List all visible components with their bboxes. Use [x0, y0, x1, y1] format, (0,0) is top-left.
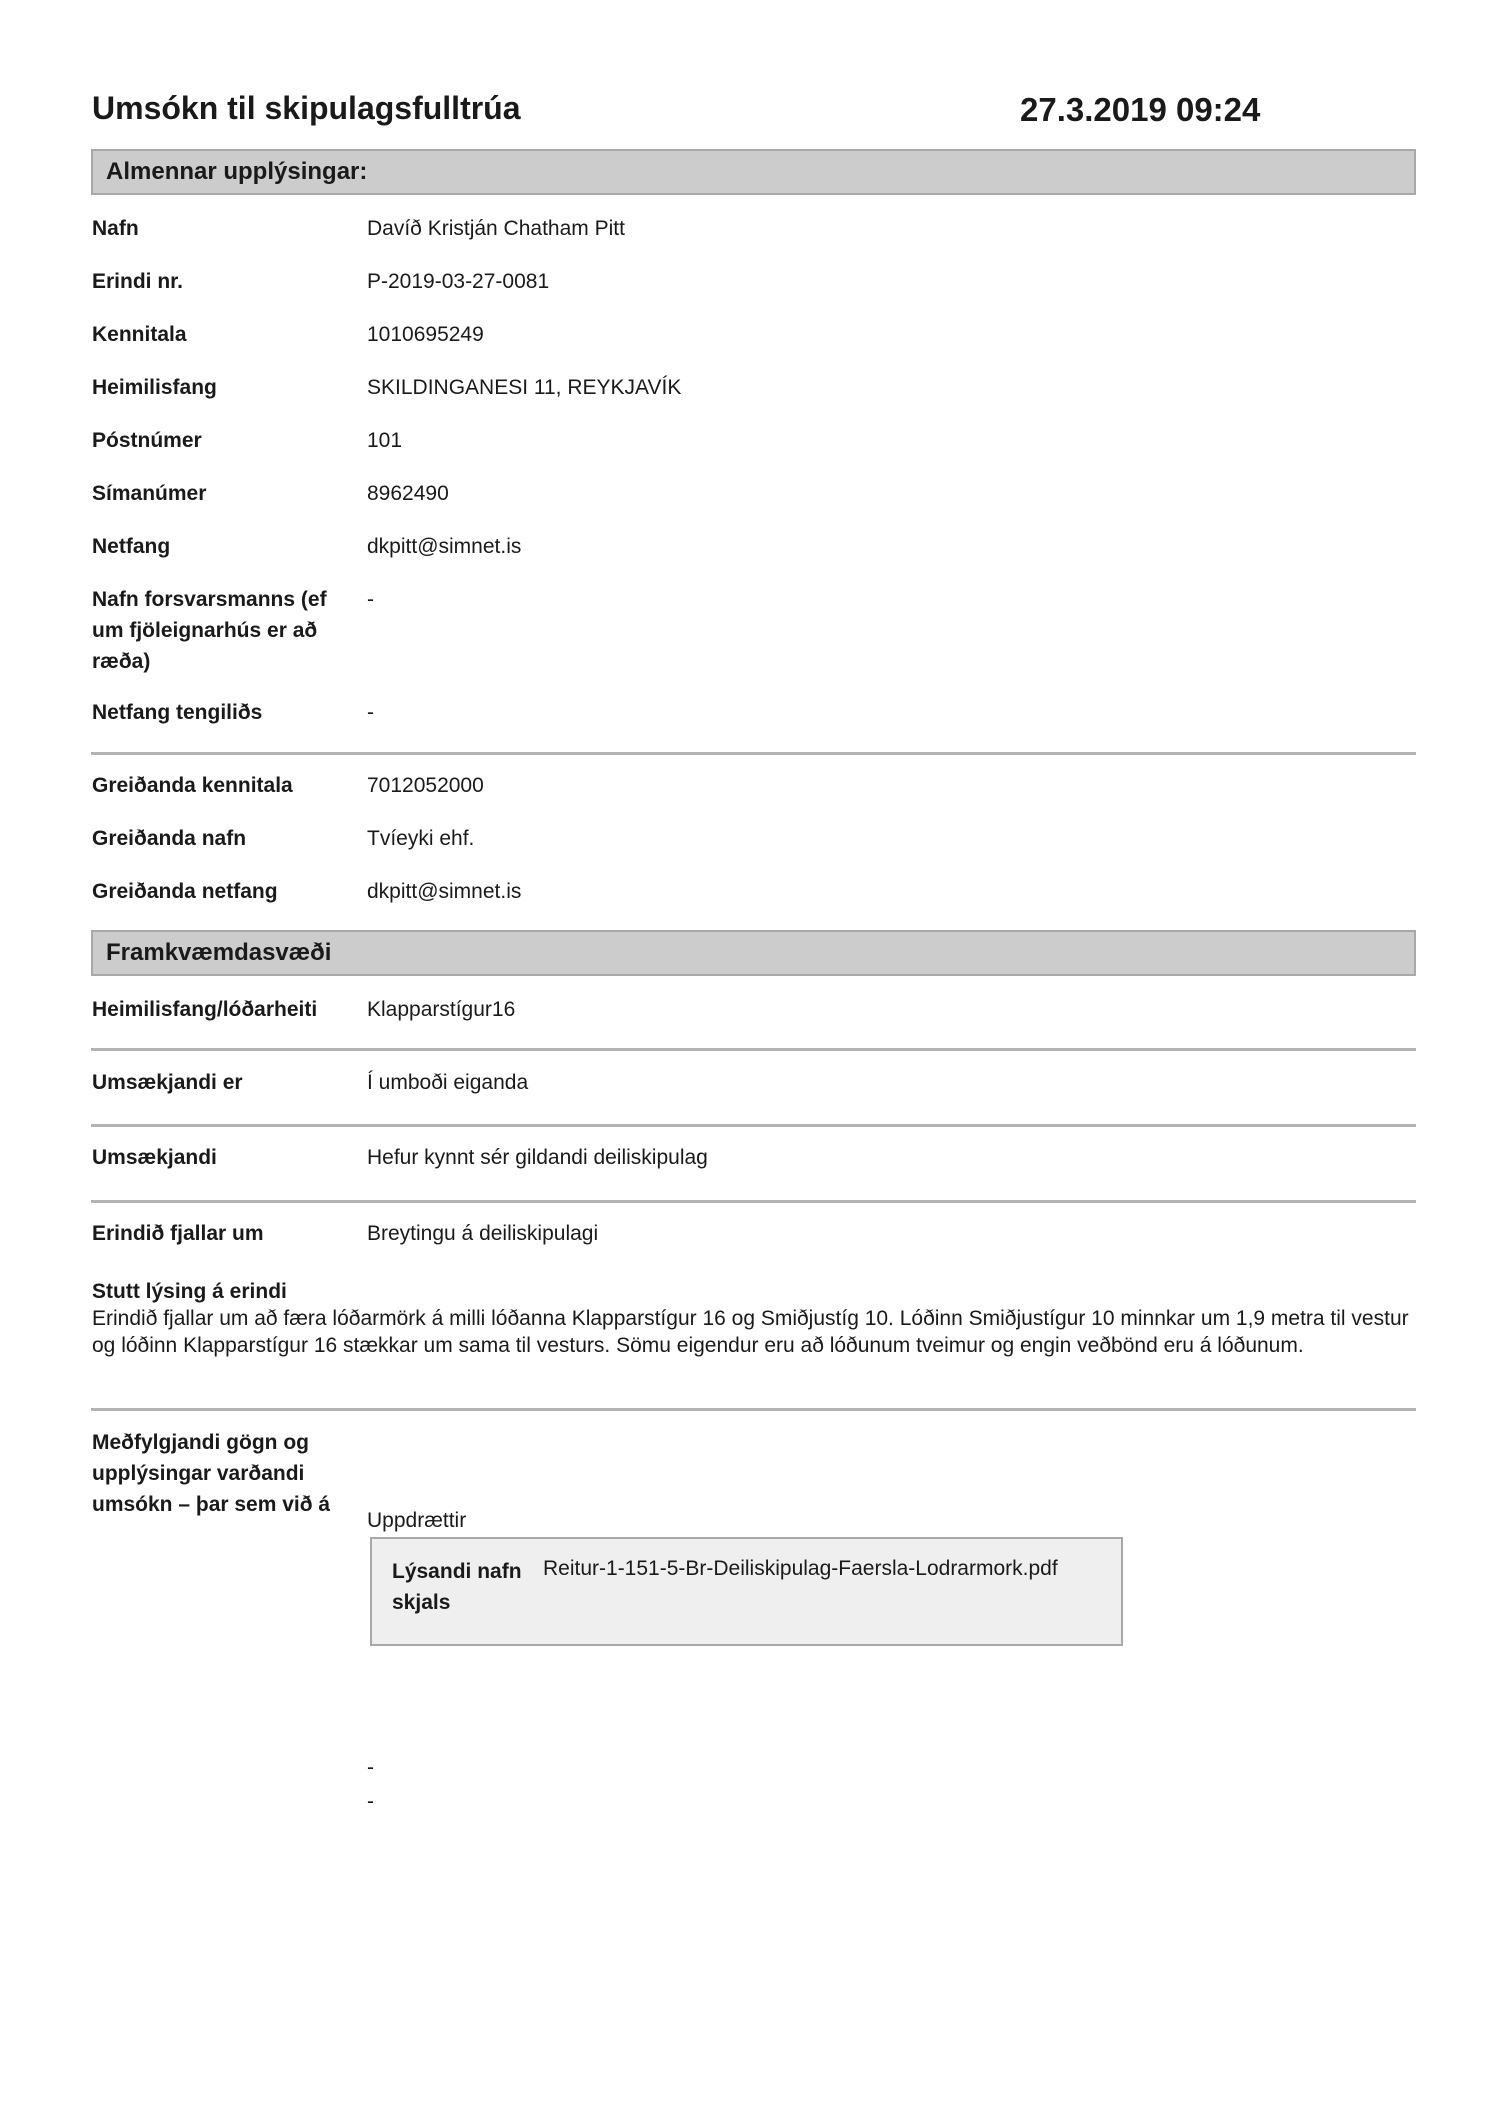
payer-name-label: Greiðanda nafn — [92, 827, 247, 850]
document-name-label: Lýsandi nafn skjals — [392, 1560, 522, 1614]
applicant-is-label: Umsækjandi er — [92, 1071, 243, 1094]
case-number-label: Erindi nr. — [92, 270, 184, 293]
divider — [91, 1200, 1416, 1203]
attachment-item — [370, 1537, 1123, 1646]
name-label: Nafn — [92, 217, 139, 240]
section-general-info: Almennar upplýsingar: — [91, 149, 1416, 195]
page-title: Umsókn til skipulagsfulltrúa — [92, 90, 521, 126]
payer-name-value: Tvíeyki ehf. — [367, 827, 475, 850]
email-label: Netfang — [92, 535, 171, 558]
payer-ssn-label: Greiðanda kennitala — [92, 774, 293, 797]
payer-email-label: Greiðanda netfang — [92, 880, 278, 903]
address-value: SKILDINGANESI 11, REYKJAVÍK — [367, 376, 682, 399]
postcode-label: Póstnúmer — [92, 429, 202, 452]
phone-label: Símanúmer — [92, 482, 207, 505]
description-label: Stutt lýsing á erindi — [92, 1280, 287, 1303]
divider — [91, 1048, 1416, 1051]
contact-email-value: - — [367, 701, 374, 724]
divider — [91, 1408, 1416, 1411]
ssn-label: Kennitala — [92, 323, 187, 346]
payer-email-value: dkpitt@simnet.is — [367, 880, 522, 903]
description-text: Erindið fjallar um að færa lóðarmörk á milli lóðanna Klapparstígur 16 og Smiðjustíg 10. Lóðinn Smiðjustígur 10 minnkar um 1,9 metra til vestur og lóðinn Klapparstígur 16 stækkar um sama til vesturs. Sömu eigendur eru að lóðunum tveimur og engin veðbönd eru á lóðunum. — [92, 1307, 1409, 1357]
phone-value: 8962490 — [367, 482, 449, 505]
ssn-value: 1010695249 — [367, 323, 484, 346]
contact-email-label: Netfang tengiliðs — [92, 701, 263, 724]
payer-ssn-value: 7012052000 — [367, 774, 484, 797]
case-number-value: P-2019-03-27-0081 — [367, 270, 550, 293]
applicant-label: Umsækjandi — [92, 1146, 217, 1169]
attachments-group-title: Uppdrættir — [367, 1509, 467, 1532]
postcode-value: 101 — [367, 429, 403, 452]
representative-value: - — [367, 588, 374, 611]
extra-value-2: - — [367, 1790, 374, 1813]
divider — [91, 752, 1416, 755]
lot-address-label: Heimilisfang/lóðarheiti — [92, 998, 318, 1021]
applicant-value: Hefur kynnt sér gildandi deiliskipulag — [367, 1146, 708, 1169]
applicant-is-value: Í umboði eiganda — [367, 1071, 529, 1094]
representative-label: Nafn forsvarsmanns (ef um fjöleignarhús er að ræða) — [92, 588, 327, 673]
document-name-value[interactable]: Reitur-1-151-5-Br-Deiliskipulag-Faersla-Lodrarmork.pdf — [543, 1557, 1058, 1580]
extra-value-1: - — [367, 1756, 374, 1779]
section-project-area: Framkvæmdasvæði — [91, 930, 1416, 976]
email-value: dkpitt@simnet.is — [367, 535, 522, 558]
subject-label: Erindið fjallar um — [92, 1222, 264, 1245]
address-label: Heimilisfang — [92, 376, 217, 399]
name-value: Davíð Kristján Chatham Pitt — [367, 217, 625, 240]
attachments-label: Meðfylgjandi gögn og upplýsingar varðandi umsókn – þar sem við á — [92, 1431, 331, 1516]
divider — [91, 1124, 1416, 1127]
subject-value: Breytingu á deiliskipulagi — [367, 1222, 599, 1245]
lot-address-value: Klapparstígur16 — [367, 998, 516, 1021]
submission-datetime: 27.3.2019 09:24 — [1020, 91, 1261, 128]
